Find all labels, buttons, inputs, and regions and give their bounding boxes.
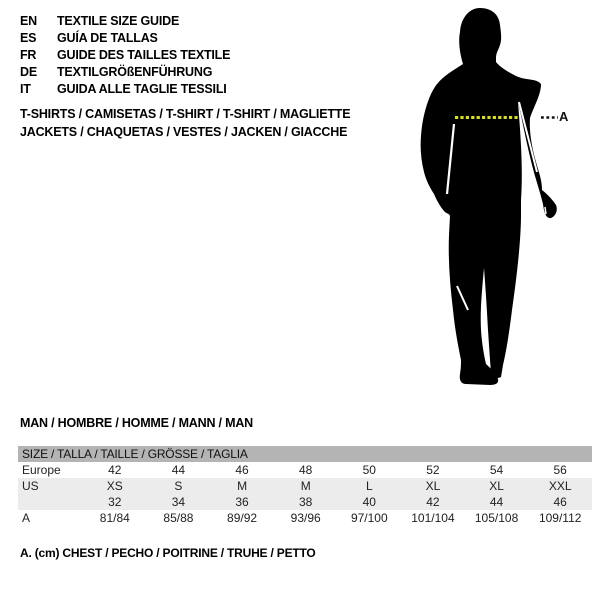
size-cell: M xyxy=(237,479,248,493)
table-row-chest xyxy=(18,510,592,526)
size-cell: 34 xyxy=(171,495,186,509)
size-cell: XL xyxy=(425,479,441,493)
category-tshirts: T-SHIRTS / CAMISETAS / T-SHIRT / T-SHIRT / MAGLIETTE xyxy=(20,107,351,121)
lang-code: EN xyxy=(20,14,37,28)
garment-categories xyxy=(20,105,350,141)
lang-label: GUIDA ALLE TAGLIE TESSILI xyxy=(57,82,227,96)
hand-crease xyxy=(545,207,546,214)
size-table-header: SIZE / TALLA / TAILLE / GRÖSSE / TAGLIA xyxy=(18,446,592,462)
lang-code: ES xyxy=(20,31,37,45)
size-cell: 81/84 xyxy=(99,511,130,525)
lang-label: TEXTILGRÖßENFÜHRUNG xyxy=(57,65,213,79)
size-cell: 85/88 xyxy=(163,511,194,525)
size-cell: 97/100 xyxy=(350,511,388,525)
row-label: US xyxy=(22,479,39,493)
size-cell: 46 xyxy=(235,463,249,477)
table-row-europe xyxy=(18,462,592,478)
size-cell: 93/96 xyxy=(290,511,321,525)
size-cell: 89/92 xyxy=(227,511,258,525)
man-silhouette-graphic xyxy=(400,0,600,400)
size-cell: 101/104 xyxy=(411,511,455,525)
size-cell: 54 xyxy=(489,463,504,477)
size-cell: M xyxy=(300,479,311,493)
body-shape xyxy=(421,8,557,385)
measure-label-a: A xyxy=(559,109,569,124)
size-cell: 56 xyxy=(553,463,567,477)
size-table xyxy=(18,446,592,526)
category-jackets: JACKETS / CHAQUETAS / VESTES / JACKEN / GIACCHE xyxy=(20,125,348,139)
footnote-chest: A. (cm) CHEST / PECHO / POITRINE / TRUHE / PETTO xyxy=(20,546,316,560)
lang-code: FR xyxy=(20,48,37,62)
size-cell: 44 xyxy=(171,463,186,477)
table-row-numeric xyxy=(18,494,592,510)
lang-code: IT xyxy=(20,82,31,96)
lang-label: TEXTILE SIZE GUIDE xyxy=(57,14,180,28)
language-list xyxy=(20,13,230,98)
man-silhouette xyxy=(400,0,600,400)
lang-row-fr xyxy=(20,47,230,64)
lang-label: GUIDE DES TAILLES TEXTILE xyxy=(57,48,231,62)
size-cell: 50 xyxy=(362,463,376,477)
lang-code: DE xyxy=(20,65,37,79)
size-cell: 52 xyxy=(426,463,440,477)
size-cell: 48 xyxy=(299,463,313,477)
lang-row-it xyxy=(20,81,230,98)
row-label: A xyxy=(22,511,31,525)
size-cell: S xyxy=(174,479,183,493)
size-cell: XS xyxy=(106,479,123,493)
size-cell: 38 xyxy=(299,495,313,509)
size-cell: 105/108 xyxy=(474,511,519,525)
size-cell: 109/112 xyxy=(538,511,582,525)
lang-row-es xyxy=(20,30,230,47)
size-cell: 42 xyxy=(426,495,440,509)
size-cell: XXL xyxy=(548,479,572,493)
lang-row-de xyxy=(20,64,230,81)
row-label: Europe xyxy=(22,463,61,477)
lang-label: GUÍA DE TALLAS xyxy=(57,31,158,45)
size-cell: 40 xyxy=(362,495,376,509)
size-cell: L xyxy=(365,479,373,493)
size-cell: 32 xyxy=(108,495,122,509)
section-title-man: MAN / HOMBRE / HOMME / MANN / MAN xyxy=(20,416,253,430)
size-cell: 44 xyxy=(489,495,504,509)
size-cell: 42 xyxy=(108,463,122,477)
table-row-us xyxy=(18,478,592,494)
size-cell: 46 xyxy=(553,495,567,509)
size-cell: 36 xyxy=(235,495,249,509)
size-cell: XL xyxy=(489,479,504,493)
row-label xyxy=(18,494,83,510)
lang-row-en xyxy=(20,13,230,30)
